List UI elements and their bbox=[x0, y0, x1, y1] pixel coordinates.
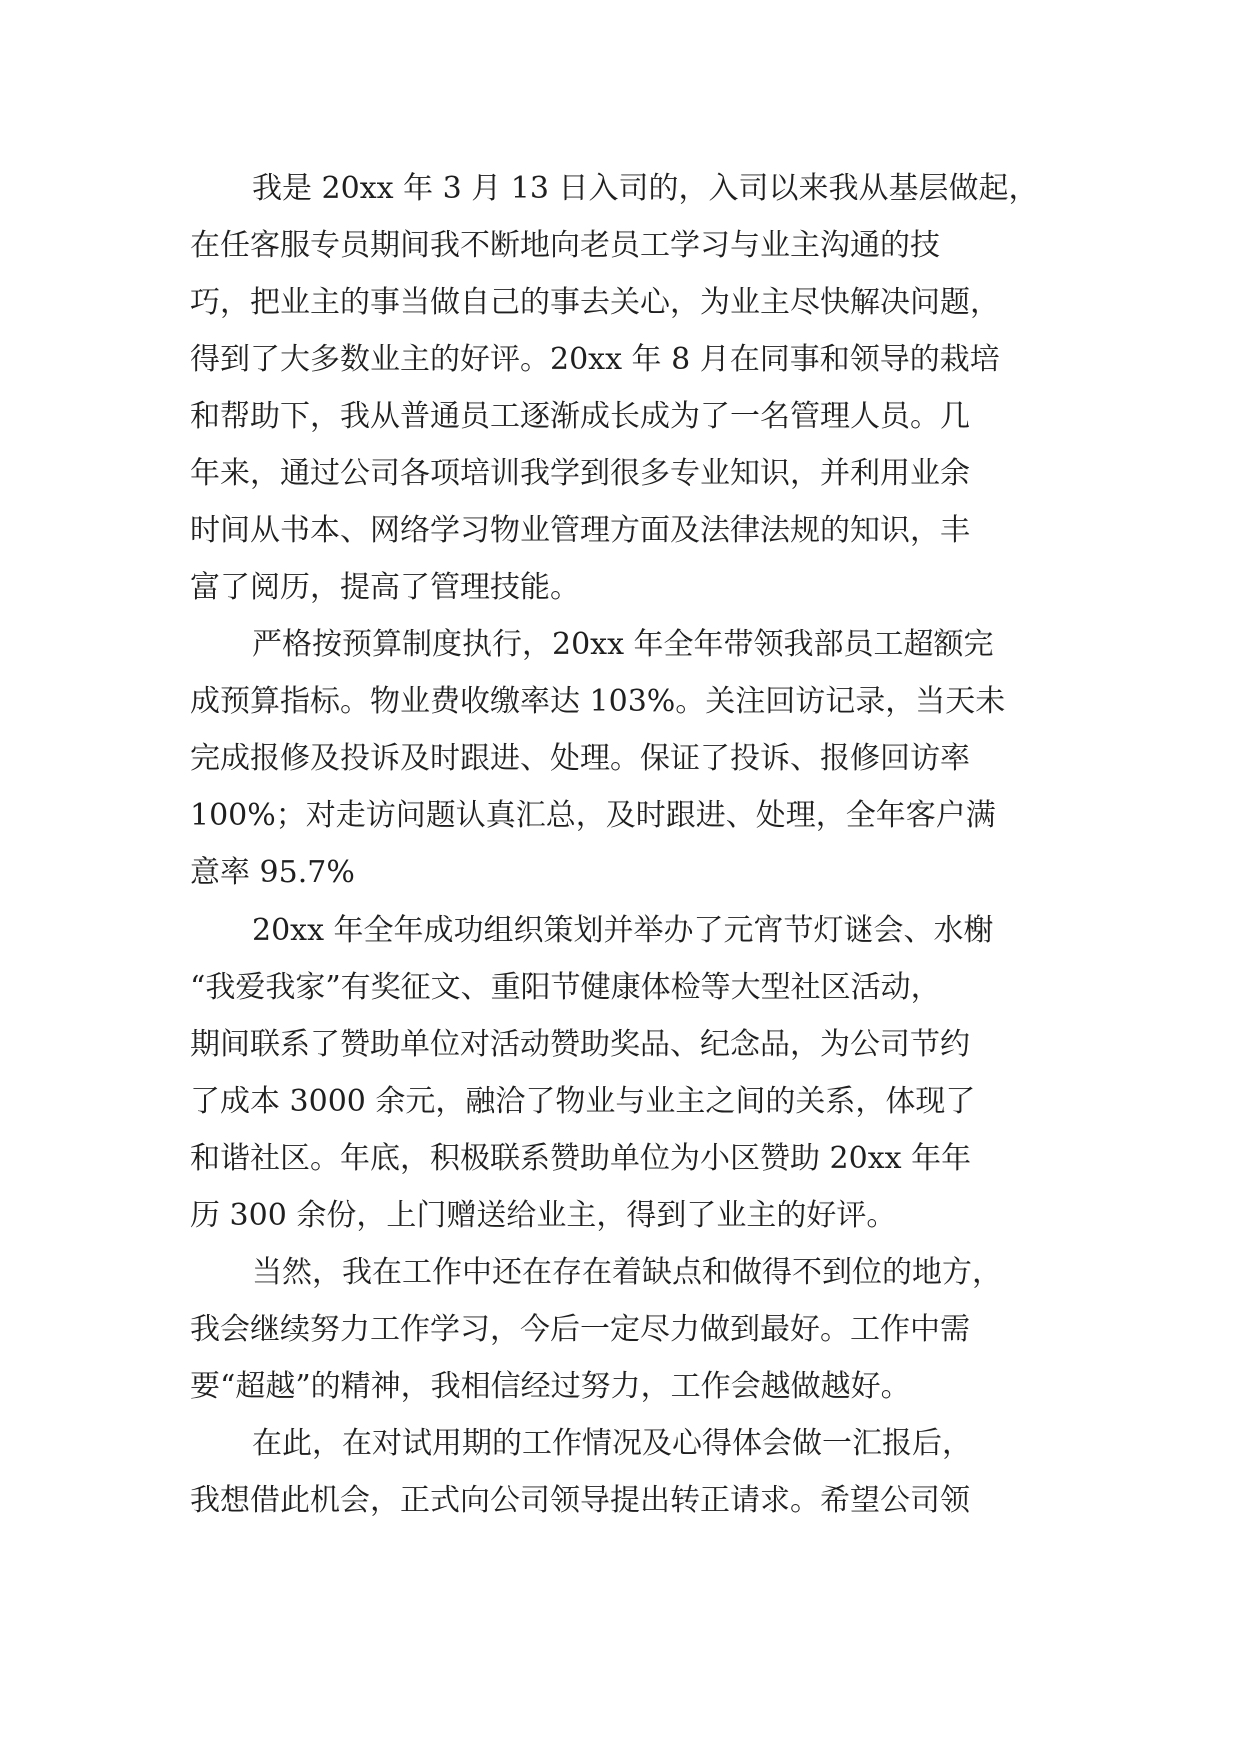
text-line: 期间联系了赞助单位对活动赞助奖品、纪念品，为公司节约 bbox=[190, 1027, 970, 1062]
text-line: 在任客服专员期间我不断地向老员工学习与业主沟通的技 bbox=[190, 228, 940, 263]
text-line: 得到了大多数业主的好评。20xx 年 8 月在同事和领导的栽培 bbox=[190, 342, 1000, 377]
text-line: 了成本 3000 余元，融洽了物业与业主之间的关系，体现了 bbox=[190, 1084, 976, 1119]
text-line: 严格按预算制度执行，20xx 年全年带领我部员工超额完 bbox=[252, 627, 994, 662]
text-line: 富了阅历，提高了管理技能。 bbox=[190, 570, 580, 605]
text-line: 我是 20xx 年 3 月 13 日入司的，入司以来我从基层做起， bbox=[252, 171, 1039, 206]
text-line: 巧，把业主的事当做自己的事去关心，为业主尽快解决问题， bbox=[190, 285, 1000, 320]
text-line: 在此，在对试用期的工作情况及心得体会做一汇报后， bbox=[252, 1426, 972, 1461]
text-line: 历 300 余份，上门赠送给业主，得到了业主的好评。 bbox=[190, 1198, 897, 1233]
text-line: 和帮助下，我从普通员工逐渐成长成为了一名管理人员。几 bbox=[190, 399, 970, 434]
text-line: 我想借此机会，正式向公司领导提出转正请求。希望公司领 bbox=[190, 1483, 970, 1518]
text-line: 完成报修及投诉及时跟进、处理。保证了投诉、报修回访率 bbox=[190, 741, 970, 776]
text-line: 时间从书本、网络学习物业管理方面及法律法规的知识，丰 bbox=[190, 513, 970, 548]
text-line: “我爱我家”有奖征文、重阳节健康体检等大型社区活动， bbox=[190, 970, 941, 1005]
text-line: 20xx 年全年成功组织策划并举办了元宵节灯谜会、水榭 bbox=[252, 913, 994, 948]
text-line: 意率 95.7% bbox=[190, 855, 355, 890]
text-line: 要“超越”的精神，我相信经过努力，工作会越做越好。 bbox=[190, 1369, 911, 1404]
text-line: 年来，通过公司各项培训我学到很多专业知识，并利用业余 bbox=[190, 456, 970, 491]
text-line: 当然，我在工作中还在存在着缺点和做得不到位的地方， bbox=[252, 1255, 1002, 1290]
text-line: 成预算指标。物业费收缴率达 103%。关注回访记录，当天未 bbox=[190, 684, 1006, 719]
text-line: 我会继续努力工作学习，今后一定尽力做到最好。工作中需 bbox=[190, 1312, 970, 1347]
text-line: 100%；对走访问题认真汇总，及时跟进、处理，全年客户满 bbox=[190, 798, 996, 833]
text-line: 和谐社区。年底，积极联系赞助单位为小区赞助 20xx 年年 bbox=[190, 1141, 972, 1176]
